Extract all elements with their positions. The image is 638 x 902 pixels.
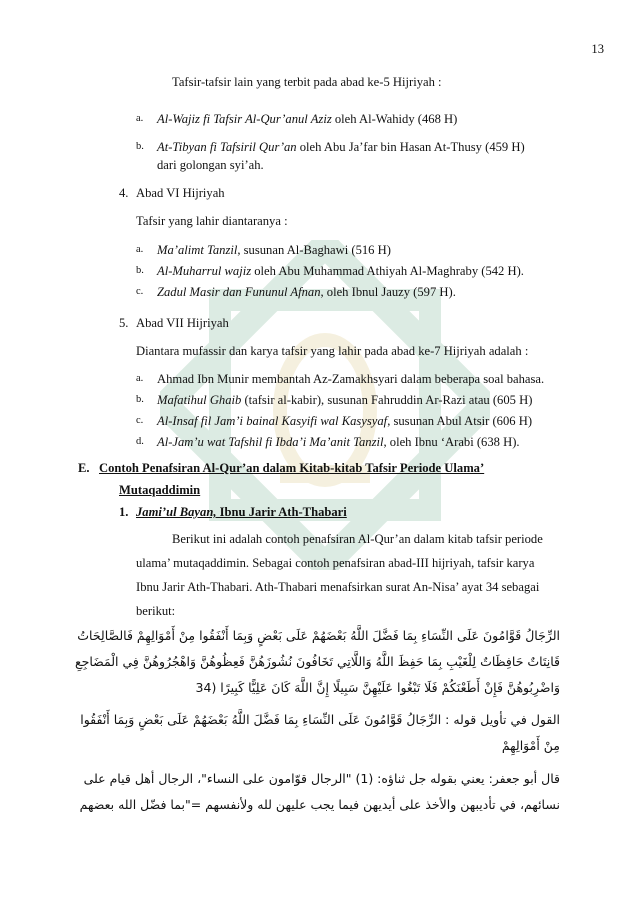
section-number: 4. — [119, 186, 129, 200]
section-intro: Tafsir yang lahir diantaranya : — [136, 214, 288, 228]
paragraph-line: Ibnu Jarir Ath-Thabari. Ath-Thabari menafsirkan surat An-Nisa’ ayat 34 sebagai — [136, 580, 540, 594]
list-label: b. — [136, 141, 144, 152]
list-item: Zadul Masir dan Fununul Afnan, oleh Ibnul Jauzy (597 H). — [157, 285, 456, 299]
list-label: a. — [136, 113, 144, 124]
page-number: 13 — [591, 42, 604, 56]
list-label: c. — [136, 286, 144, 297]
subsection-title: Jami’ul Bayan, Ibnu Jarir Ath-Thabari — [136, 505, 347, 519]
list-item-continuation: dari golongan syi’ah. — [157, 158, 264, 172]
list-item: Ma’alimt Tanzil, susunan Al-Baghawi (516 H) — [157, 243, 391, 257]
section-heading: Abad VII Hijriyah — [136, 316, 229, 330]
list-label: b. — [136, 265, 144, 276]
arabic-quote-line: نسائهم، في تأديبهن والأخذ على أيديهن فيما يجب عليهن لله ولأنفسهم ="بما فضّل الله بعضهم — [79, 797, 560, 812]
arabic-verse-line: وَاضْرِبُوهُنَّ فَإِنْ أَطَعْنَكُمْ فَلَا تَبْغُوا عَلَيْهِنَّ سَبِيلًا إِنَّ اللَّهَ كَانَ عَلِيًّا كَبِيرًا (34 — [195, 680, 560, 695]
list-label: c. — [136, 415, 144, 426]
arabic-tafsir-line: مِنْ أَمْوَالِهِمْ — [501, 738, 560, 753]
arabic-quote-line: قال أبو جعفر: يعني بقوله جل ثناؤه: (1) "الرجال قوّامون على النساء"، الرجال أهل قيام على — [83, 771, 560, 786]
list-item: Ahmad Ibn Munir membantah Az-Zamakhsyari dalam beberapa soal bahasa. — [157, 372, 545, 386]
list-label: b. — [136, 394, 144, 405]
list-item: Al-Muharrul wajiz oleh Abu Muhammad Athiyah Al-Maghraby (542 H). — [157, 264, 524, 278]
list-item: At-Tibyan fi Tafsiril Qur’an oleh Abu Ja’far bin Hasan At-Thusy (459 H) — [157, 140, 525, 154]
list-item: Mafatihul Ghaib (tafsir al-kabir), susunan Fahruddin Ar-Razi atau (605 H) — [157, 393, 533, 407]
paragraph-line: ulama’ mutaqaddimin. Sebagai contoh penafsiran abad-III hijriyah, tafsir karya — [136, 556, 535, 570]
section-heading-cont: Mutaqaddimin — [119, 483, 201, 497]
list-label: d. — [136, 436, 144, 447]
list-item: Al-Insaf fil Jam’i bainal Kasyifi wal Kasysyaf, susunan Abul Atsir (606 H) — [157, 414, 533, 428]
section-heading: Abad VI Hijriyah — [136, 186, 225, 200]
section-heading: Contoh Penafsiran Al-Qur’an dalam Kitab-kitab Tafsir Periode Ulama’ — [99, 461, 485, 475]
list-item: Al-Jam’u wat Tafshil fi Ibda’i Ma’anit Tanzil, oleh Ibnu ‘Arabi (638 H). — [157, 435, 520, 449]
arabic-verse-line: قَانِتَاتٌ حَافِظَاتٌ لِلْغَيْبِ بِمَا حَفِظَ اللَّهُ وَاللَّاتِي تَخَافُونَ نُشُوزَهُنَّ فَعِظُوهُنَّ وَاهْجُرُوهُنَّ فِي الْمَضَاجِعِ — [74, 654, 560, 669]
list-label: a. — [136, 244, 144, 255]
section-letter: E. — [78, 461, 90, 475]
list-label: a. — [136, 373, 144, 384]
subsection-number: 1. — [119, 505, 129, 519]
paragraph-line: Berikut ini adalah contoh penafsiran Al-Qur’an dalam kitab tafsir periode — [172, 532, 543, 546]
intro-line: Tafsir-tafsir lain yang terbit pada abad ke-5 Hijriyah : — [172, 75, 442, 89]
paragraph-line: berikut: — [136, 604, 176, 618]
section-number: 5. — [119, 316, 129, 330]
arabic-tafsir-line: القول في تأويل قوله : الرِّجَالُ قَوَّامُونَ عَلَى النِّسَاءِ بِمَا فَضَّلَ اللَّهُ بَعْضَهُمْ عَلَى بَعْضٍ وَبِمَا أَنْفَقُوا — [80, 712, 560, 727]
arabic-verse-line: الرِّجَالُ قَوَّامُونَ عَلَى النِّسَاءِ بِمَا فَضَّلَ اللَّهُ بَعْضَهُمْ عَلَى بَعْضٍ وَبِمَا أَنْفَقُوا مِنْ أَمْوَالِهِمْ فَالصَّالِحَاتُ — [77, 628, 560, 643]
section-intro: Diantara mufassir dan karya tafsir yang lahir pada abad ke-7 Hijriyah adalah : — [136, 344, 529, 358]
list-item: Al-Wajiz fi Tafsir Al-Qur’anul Aziz oleh Al-Wahidy (468 H) — [157, 112, 458, 126]
